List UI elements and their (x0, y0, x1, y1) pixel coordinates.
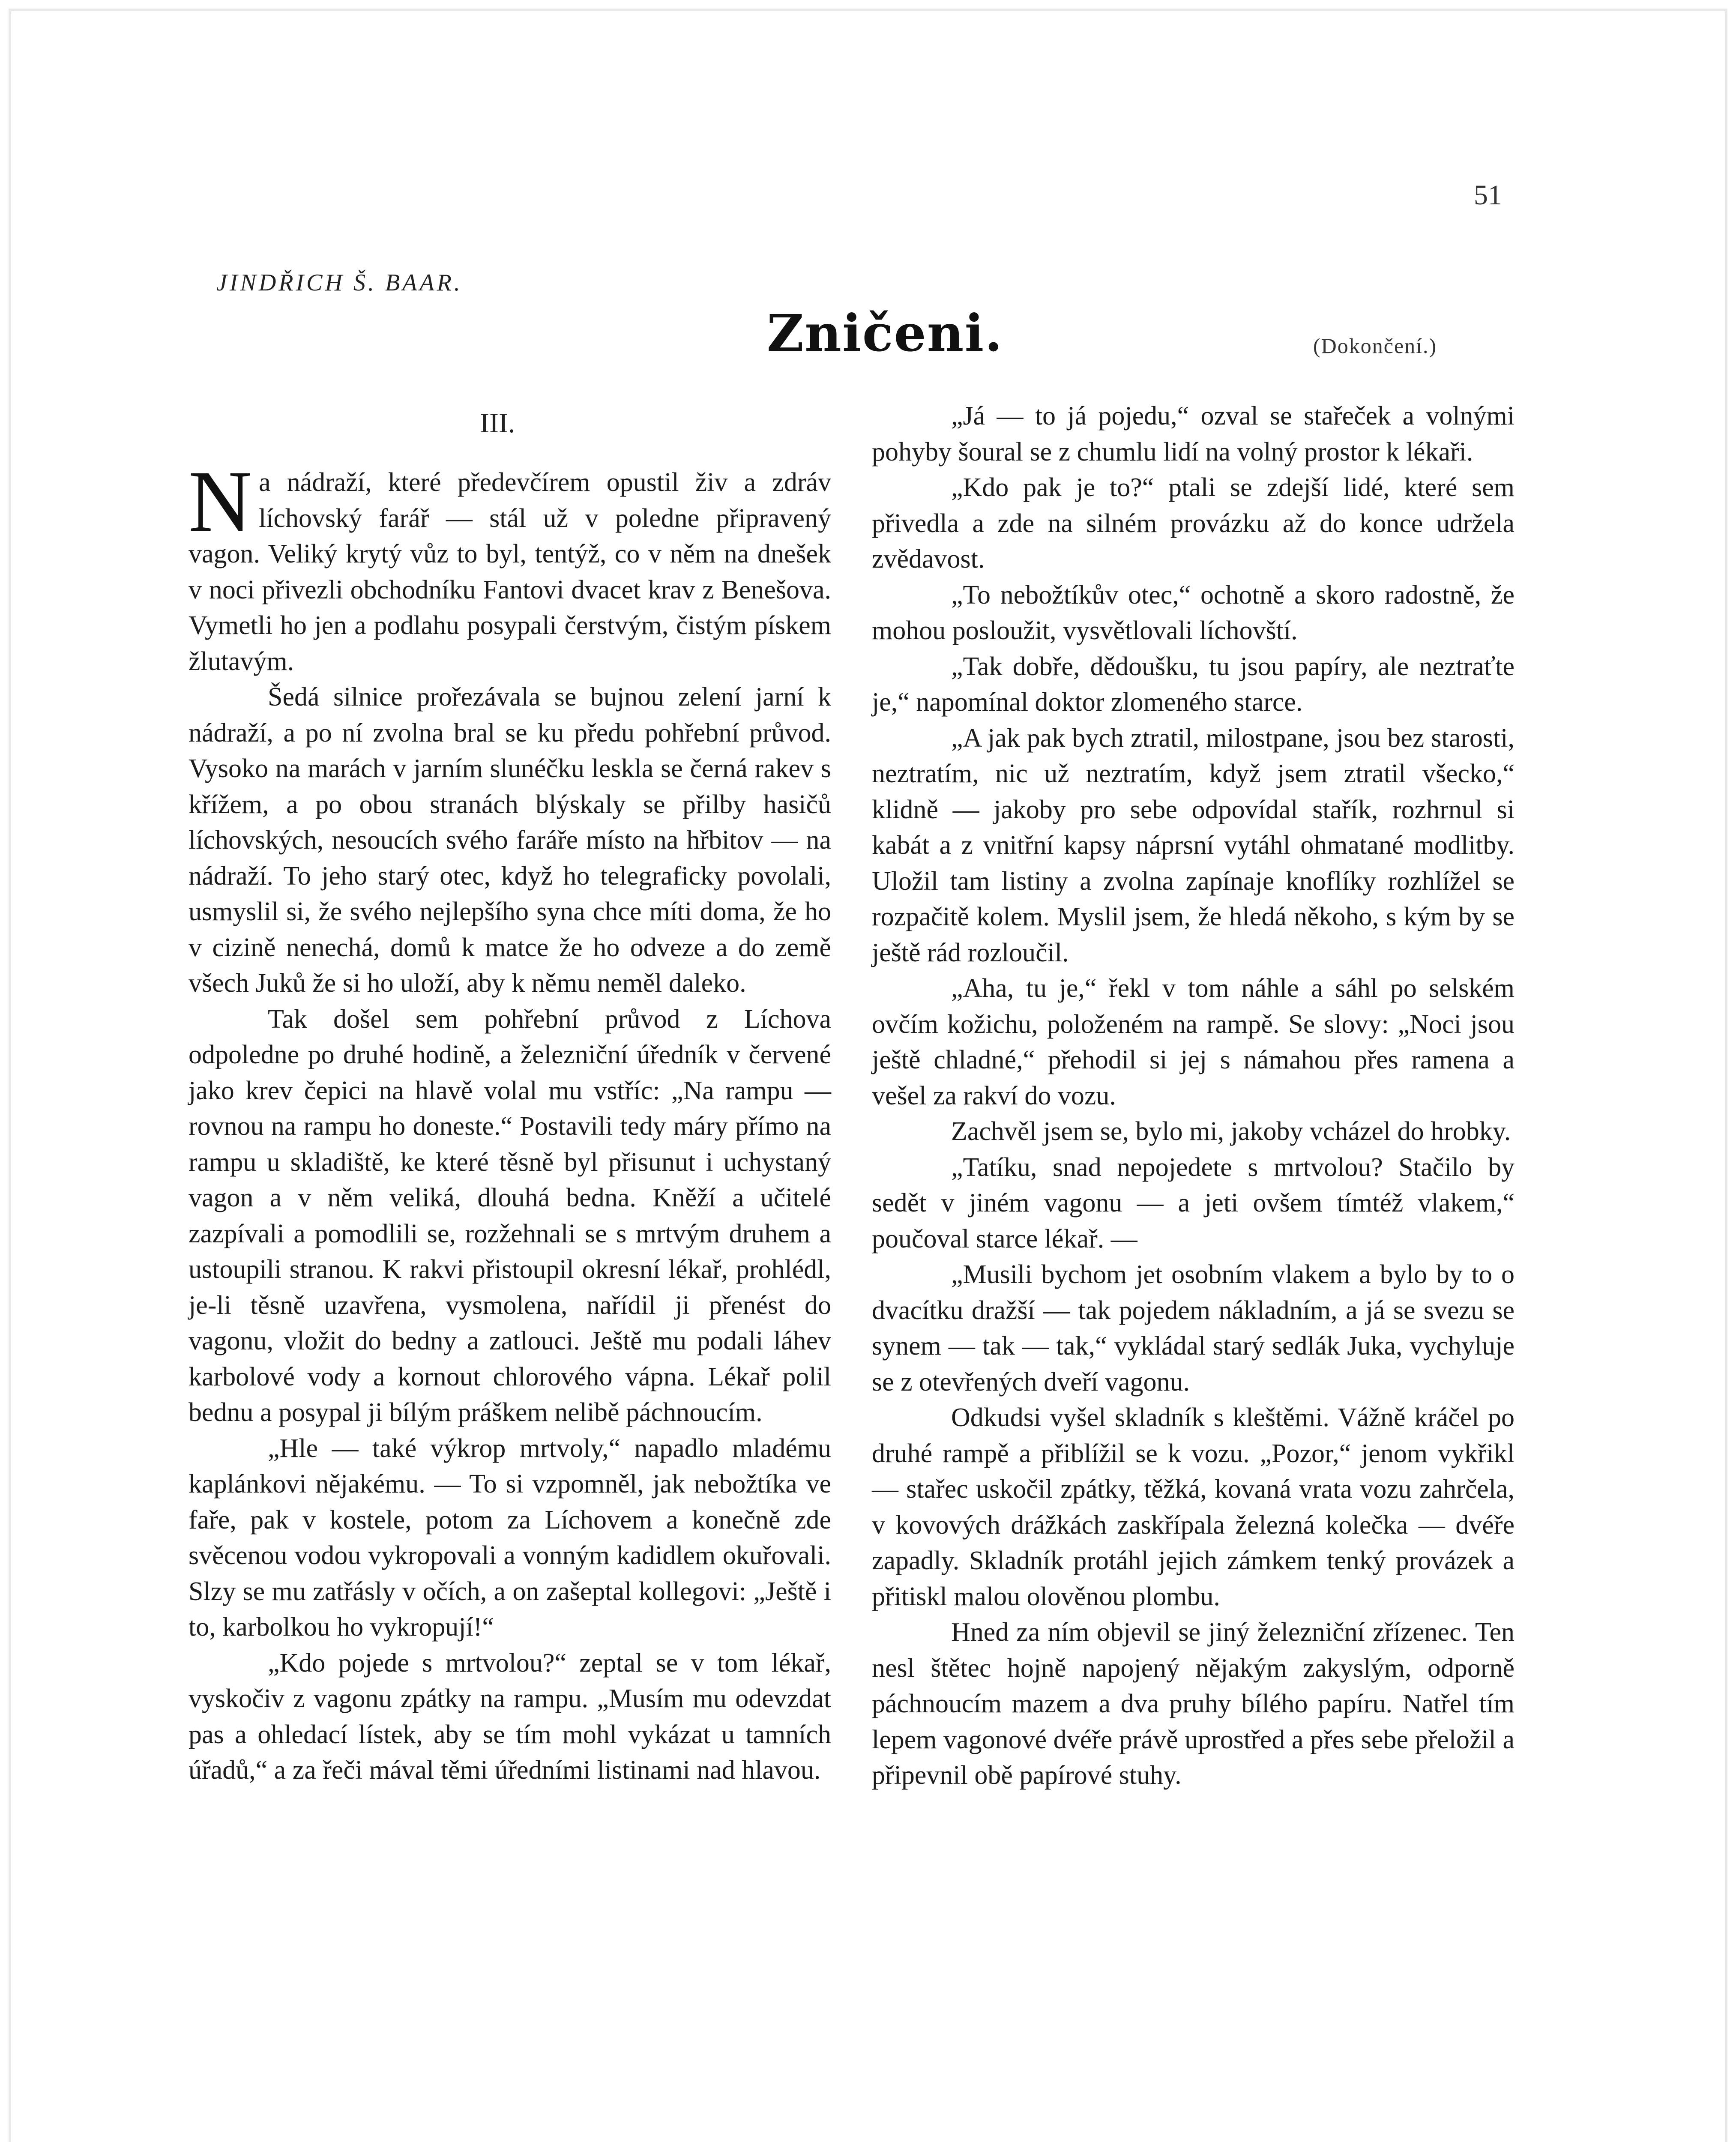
paragraph-text: a nádraží, které předevčírem opustil živ a zdráv líchovský farář — stál už v poledne připravený vagon. Veliký krytý vůz to byl, tentýž, co v něm na dnešek v noci přivezli obchodníku Fantovi dvacet krav z Benešova. Vymetli ho jen a podlahu posypali čerstvým, čistým pískem žlutavým. (189, 468, 831, 676)
drop-cap: N (189, 453, 252, 550)
paragraph: „Musili bychom jet osobním vlakem a bylo by to o dvacítku dražší — tak pojedem nákladním, a já se svezu se synem — tak — tak,“ vykládal starý sedlák Juka, vychyluje se z otevřených dveří vagonu. (872, 1260, 1515, 1397)
right-column (872, 398, 1515, 1794)
section-number: III. (480, 407, 515, 439)
paragraph: Tak došel sem pohřební průvod z Líchova odpoledne po druhé hodině, a železniční úředník v červené jako krev čepici na hlavě volal mu vstříc: „Na rampu — rovnou na rampu ho doneste.“ Postavili tedy máry přímo na rampu u skladiště, ke které těsně byl přisunut i uchystaný vagon a v něm veliká, dlouhá bedna. Kněží a učitelé zazpívali a pomodlili se, rozžehnali se s mrtvým druhem a ustoupili stranou. K rakvi přistoupil okresní lékař, prohlédl, je-li těsně uzavřena, vysmolena, nařídil ji přenést do vagonu, vložit do bedny a zatlouci. Ještě mu podali láhev karbolové vody a kornout chlorového vápna. Lékař polil bednu a posypal ji bílým práškem nelibě páchnoucím. (189, 1004, 831, 1427)
paragraph: „Kdo pak je to?“ ptali se zdejší lidé, které sem přivedla a zde na silném provázku až do konce udržela zvědavost. (872, 473, 1515, 574)
paragraph: „To nebožtíkův otec,“ ochotně a skoro radostně, že mohou posloužit, vysvětlovali líchovští. (872, 580, 1515, 645)
paragraph: „Tatíku, snad nepojedete s mrtvolou? Stačilo by sedět v jiném vagonu — a jeti ovšem tímtéž vlakem,“ poučoval starce lékař. — (872, 1152, 1515, 1253)
paragraph: „A jak pak bych ztratil, milostpane, jsou bez starosti, neztratím, nic už neztratím, když jsem ztratil všecko,“ klidně — jakoby pro sebe odpovídal stařík, rozhrnul si kabát a z vnitřní kapsy náprsní vytáhl ohmatané modlitby. Uložil tam listiny a zvolna zapínaje knoflíky rozhlížel se rozpačitě kolem. Myslil jsem, že hledá někoho, s kým by se ještě rád rozloučil. (872, 723, 1515, 967)
continuation-note: (Dokončení.) (1313, 334, 1437, 358)
paragraph: „Tak dobře, dědoušku, tu jsou papíry, ale neztraťte je,“ napomínal doktor zlomeného starce. (872, 652, 1515, 717)
paragraph: Odkudsi vyšel skladník s kleštěmi. Vážně kráčel po druhé rampě a přiblížil se k vozu. „Pozor,“ jenom vykřikl — stařec uskočil zpátky, těžká, kovaná vrata vozu zahrčela, v kovových drážkách zaskřípala železná kolečka — dvéře zapadly. Skladník protáhl jejich zámkem tenký provázek a přitiskl malou olověnou plombu. (872, 1403, 1515, 1611)
page-number: 51 (1474, 179, 1502, 211)
paragraph: Zachvěl jsem se, bylo mi, jakoby vcházel do hrobky. (951, 1117, 1511, 1146)
paragraph: Hned za ním objevil se jiný železniční zřízenec. Ten nesl štětec hojně napojený nějakým zakyslým, odporně páchnoucím mazem a dva pruhy bílého papíru. Natřel tím lepem vagonové dvéře právě uprostřed a přes sebe přeložil a připevnil obě papírové stuhy. (872, 1618, 1515, 1790)
paragraph: Šedá silnice prořezávala se bujnou zelení jarní k nádraží, a po ní zvolna bral se ku předu pohřební průvod. Vysoko na marách v jarním slunéčku leskla se černá rakev s křížem, a po obou stranách blýskaly se přilby hasičů líchovských, nesoucích svého faráře místo na hřbitov — na nádraží. To jeho starý otec, když ho telegraficky povolali, usmyslil si, že svého nejlepšího syna chce míti doma, že ho v cizině nenechá, domů k matce že ho odveze a do země všech Juků že si ho uloží, aby k němu neměl daleko. (189, 682, 831, 998)
paragraph (189, 453, 831, 679)
paragraph: „Aha, tu je,“ řekl v tom náhle a sáhl po selském ovčím kožichu, položeném na rampě. Se slovy: „Noci jsou ještě chladné,“ přehodil si jej s námahou přes ramena a vešel za rakví do vozu. (872, 974, 1515, 1110)
paragraph: „Hle — také výkrop mrtvoly,“ napadlo mladému kaplánkovi nějakému. — To si vzpomněl, jak nebožtíka ve faře, pak v kostele, potom za Líchovem a konečně zde svěcenou vodou vykropovali a vonným kadidlem okuřovali. Slzy se mu zatřásly v očích, a on zašeptal kollegovi: „Ještě i to, karbolkou ho vykropují!“ (189, 1433, 831, 1642)
author-name: JINDŘICH Š. BAAR. (216, 269, 463, 296)
paragraph: „Já — to já pojedu,“ ozval se stařeček a volnými pohyby šoural se z chumlu lidí na volný prostor k lékaři. (872, 401, 1515, 467)
left-column (189, 453, 831, 1789)
article-title: Zničeni. (767, 303, 1003, 363)
paragraph: „Kdo pojede s mrtvolou?“ zeptal se v tom lékař, vyskočiv z vagonu zpátky na rampu. „Musím mu odevzdat pas a ohledací lístek, aby se tím mohl vykázat u tamních úřadů,“ a za řeči mával těmi úředními listinami nad hlavou. (189, 1648, 831, 1785)
